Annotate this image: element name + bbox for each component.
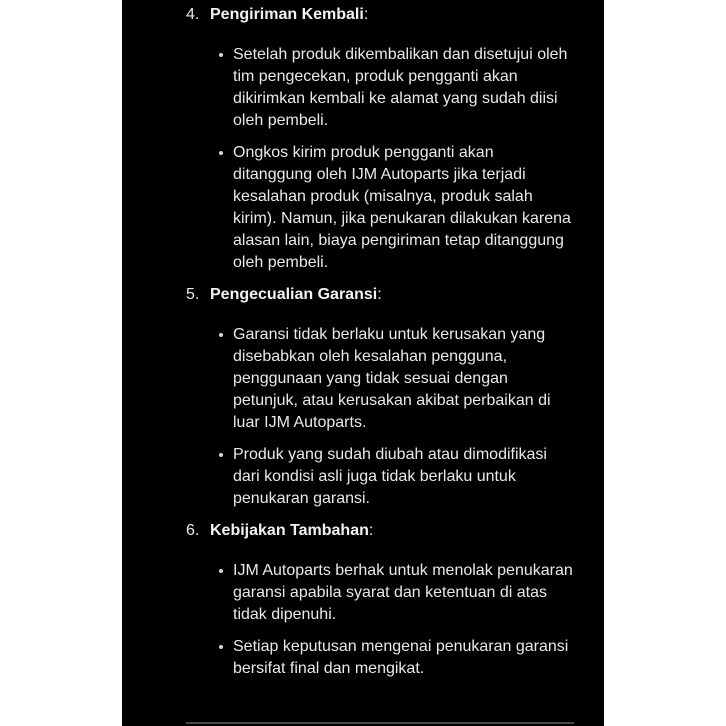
list-item: [122, 636, 604, 680]
bullet-dot-icon: [216, 444, 233, 510]
section-bullets: [122, 44, 604, 274]
bullet-text: Ongkos kirim produk pengganti akan ditanggung oleh IJM Autoparts jika terjadi kesalahan produk (misalnya, produk salah kirim). Namun, jika penukaran dilakukan karena alasan lain, biaya pengiriman tetap ditanggung oleh pembeli.: [233, 144, 571, 271]
policy-section: [122, 4, 604, 274]
section-title-suffix: :: [377, 286, 382, 303]
section-heading: [122, 4, 604, 26]
bullet-text: Setiap keputusan mengenai penukaran garansi bersifat final dan mengikat.: [233, 638, 569, 677]
list-item: [122, 44, 604, 132]
section-number: 6.: [186, 522, 200, 539]
bullet-dot-icon: [216, 636, 233, 680]
section-title: Pengiriman Kembali: [210, 6, 364, 23]
bullet-text: IJM Autoparts berhak untuk menolak penukaran garansi apabila syarat dan ketentuan di atas tidak dipenuhi.: [233, 562, 573, 623]
section-title-wrap: [210, 284, 382, 306]
policy-list: [122, 0, 604, 680]
section-title: Pengecualian Garansi: [210, 286, 378, 303]
section-title-suffix: :: [363, 6, 369, 23]
bullet-text: Produk yang sudah diubah atau dimodifikasi dari kondisi asli juga tidak berlaku untuk penukaran garansi.: [233, 446, 547, 507]
section-heading: [122, 520, 604, 542]
bottom-divider: [186, 722, 574, 724]
section-title-wrap: [210, 4, 368, 26]
section-number: 4.: [186, 6, 200, 23]
section-bullets: [122, 324, 604, 510]
bullet-dot-icon: [216, 324, 233, 434]
section-bullets: [122, 560, 604, 680]
bullet-text: Garansi tidak berlaku untuk kerusakan yang disebabkan oleh kesalahan pengguna, penggunaan yang tidak sesuai dengan petunjuk, atau kerusakan akibat perbaikan di luar IJM Autoparts.: [233, 326, 551, 431]
bullet-dot-icon: [216, 142, 233, 274]
section-heading: [122, 284, 604, 306]
list-item: [122, 444, 604, 510]
policy-section: [122, 520, 604, 680]
bullet-dot-icon: [216, 560, 233, 626]
section-number: 5.: [186, 286, 200, 303]
dark-document-panel: [122, 0, 604, 726]
bullet-dot-icon: [216, 44, 233, 132]
bullet-text: Setelah produk dikembalikan dan disetujui oleh tim pengecekan, produk pengganti akan dikirimkan kembali ke alamat yang sudah diisi oleh pembeli.: [233, 46, 568, 129]
list-item: [122, 324, 604, 434]
section-title: Kebijakan Tambahan: [210, 522, 369, 539]
policy-section: [122, 284, 604, 510]
section-title-suffix: :: [368, 522, 374, 539]
list-item: [122, 560, 604, 626]
list-item: [122, 142, 604, 274]
section-title-wrap: [210, 520, 373, 542]
